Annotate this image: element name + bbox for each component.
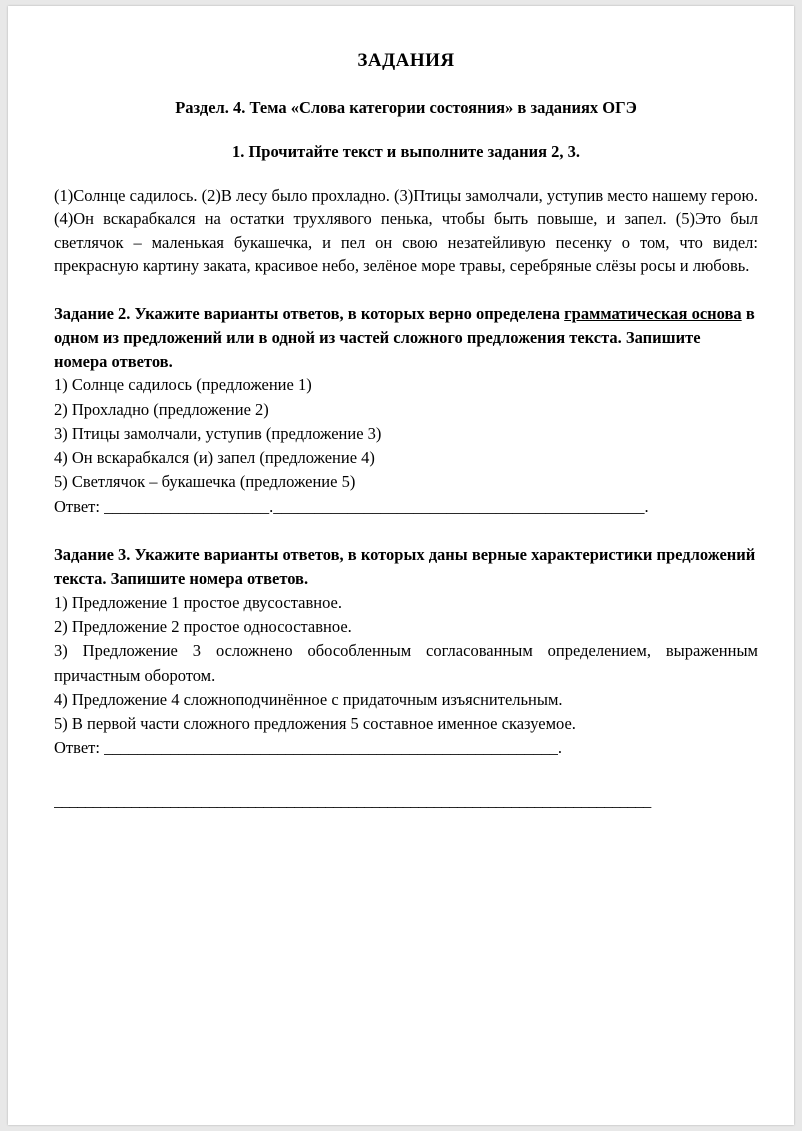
task2-option-3: 3) Птицы замолчали, уступив (предложение 3): [54, 423, 382, 443]
task2-heading-part2: в одном из предложений или в одной из частей сложного предложения текста. Запишите номера ответов.: [54, 303, 755, 371]
task2-option-2: 2) Прохладно (предложение 2): [54, 399, 269, 419]
document-content: [54, 50, 758, 811]
task2-heading-underlined: грамматическая основа: [564, 303, 742, 323]
task2-answer-field[interactable]: Ответ: ____________________._____________________________________________.: [54, 496, 649, 516]
task2-option-1: 1) Солнце садилось (предложение 1): [54, 375, 312, 395]
section-title: Раздел. 4. Тема «Слова категории состояния» в заданиях ОГЭ: [175, 98, 637, 117]
reading-text: (1)Солнце садилось. (2)В лесу было прохладно. (3)Птицы замолчали, уступив место нашему герою. (4)Он вскарабкался на остатки трухлявого пенька, чтобы быть повыше, и запел. (5)Это был светлячок – маленькая букашечка, и пел он свою незатейливую песенку о том, что видел: прекрасную картину заката, красивое небо, зелёное море травы, серебряные слёзы росы и любовь.: [54, 186, 758, 276]
task3-option-4: 4) Предложение 4 сложноподчинённое с придаточным изъяснительным.: [54, 689, 563, 709]
footer-divider: _____________________________________________________________________________: [54, 790, 651, 810]
task2-option-5: 5) Светлячок – букашечка (предложение 5): [54, 472, 356, 492]
spacer: [54, 278, 758, 302]
task3-option-5: 5) В первой части сложного предложения 5 составное именное сказуемое.: [54, 714, 576, 734]
task3-answer-field[interactable]: Ответ: _______________________________________________________.: [54, 738, 562, 758]
task3-option-2: 2) Предложение 2 простое односоставное.: [54, 617, 352, 637]
spacer: [54, 519, 758, 543]
page-title: ЗАДАНИЯ: [357, 50, 455, 71]
task2-heading: [54, 302, 758, 374]
document-page: [8, 6, 794, 1125]
task3-heading: Задание 3. Укажите варианты ответов, в которых даны верные характеристики предложений текста. Запишите номера ответов.: [54, 544, 756, 588]
task2-option-4: 4) Он вскарабкался (и) запел (предложение 4): [54, 448, 375, 468]
task2-heading-part1: Задание 2. Укажите варианты ответов, в которых верно определена: [54, 303, 565, 323]
task1-heading: 1. Прочитайте текст и выполните задания 2, 3.: [231, 142, 581, 161]
task3-option-1: 1) Предложение 1 простое двусоставное.: [54, 592, 342, 612]
task3-option-3: 3) Предложение 3 осложнено обособленным согласованным определением, выраженным причастным оборотом.: [54, 641, 758, 685]
